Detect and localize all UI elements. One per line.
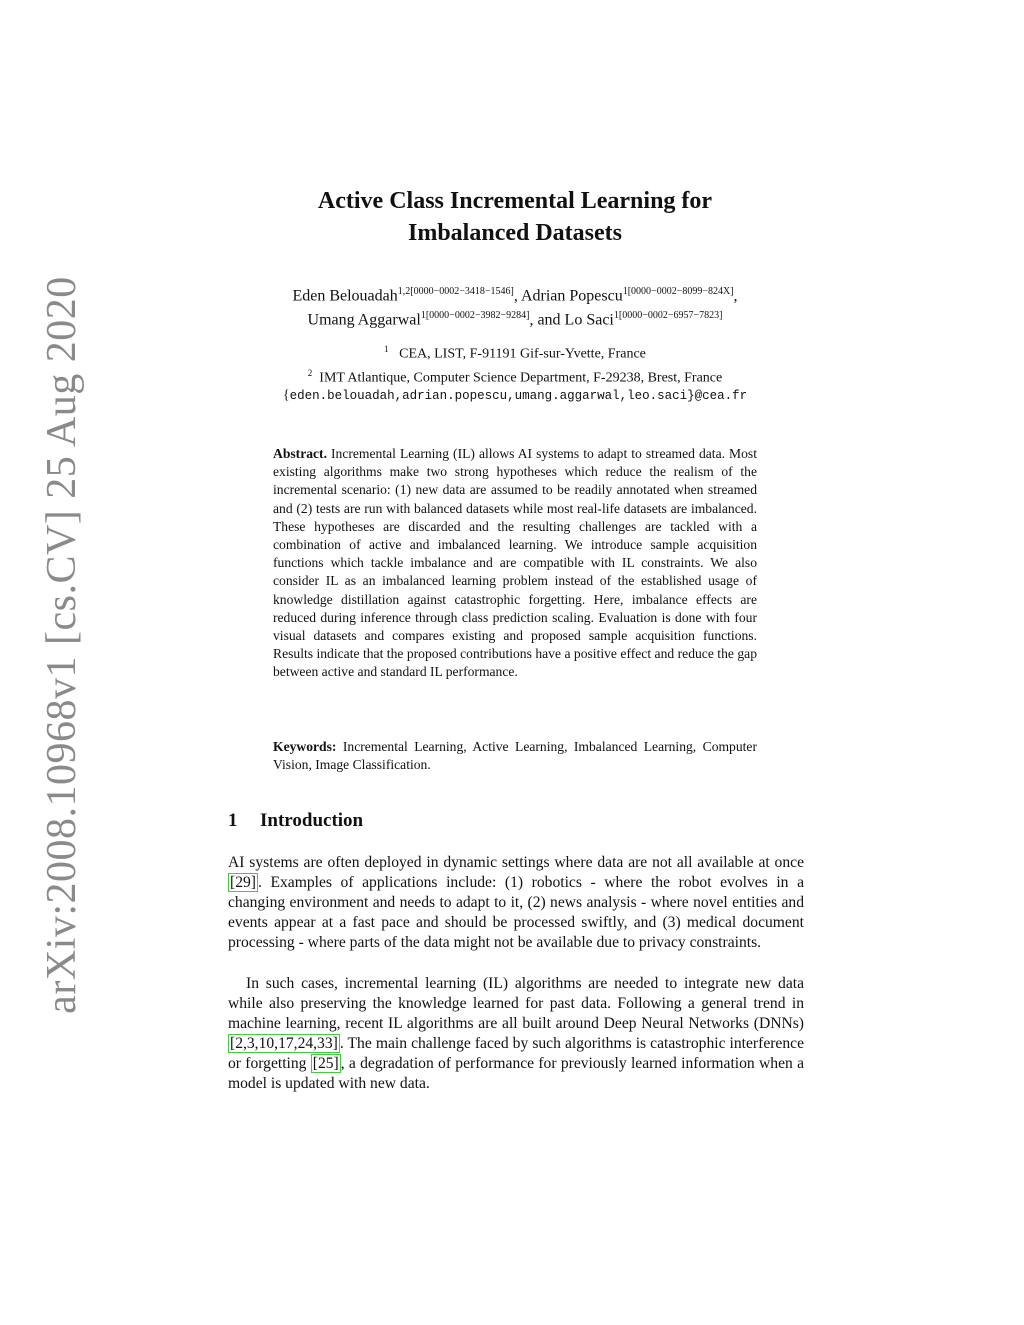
author-orcid: 1[0000−0002−3982−9284] — [420, 310, 530, 322]
paragraph-text: . The main challenge faced by such algorithms is catastrophic interference or forgetting — [228, 1035, 804, 1072]
paragraph-text: . Examples of applications include: (1) robotics - where the robot evolves in a changing environment and needs to adapt to it, (2) news analysis - where novel entities and events appear at a fast pace and should be processed swiftly, and (3) medical document processing - where parts of the data might not be available due to privacy constraints. — [228, 874, 804, 951]
citation-link[interactable]: [25] — [312, 1055, 339, 1072]
affiliation-text: IMT Atlantique, Computer Science Department, F-29238, Brest, France — [319, 370, 723, 386]
keywords-label: Keywords: — [273, 739, 337, 754]
affiliation-1 — [200, 340, 830, 364]
arxiv-identifier-stamp: arXiv:2008.10968v1 [cs.CV] 25 Aug 2020 — [39, 276, 85, 1014]
author-line-1 — [170, 282, 860, 306]
paragraph-text: In such cases, incremental learning (IL) algorithms are needed to integrate new data while also preserving the knowledge learned for past data. Following a general trend in machine learning, recent IL algorithms are all built around Deep Neural Networks (DNNs) — [228, 975, 804, 1032]
keywords-text: Incremental Learning, Active Learning, Imbalanced Learning, Computer Vision, Image Classification. — [273, 739, 757, 773]
affiliation-marker: 1 — [384, 344, 389, 354]
author-name: Umang Aggarwal — [307, 311, 421, 329]
abstract-label: Abstract. — [273, 446, 327, 461]
author-orcid: 1[0000−0002−6957−7823] — [613, 310, 723, 322]
author-list — [170, 282, 860, 331]
section-title: Introduction — [260, 810, 364, 831]
citation-link[interactable]: [29] — [230, 874, 256, 891]
title-line-2: Imbalanced Datasets — [408, 220, 622, 246]
paper-title — [200, 185, 830, 249]
abstract-text: Incremental Learning (IL) allows AI systems to adapt to streamed data. Most existing algorithms make two strong hypotheses which reduce the realism of the incremental scenario: (1) new data are assumed to be readily annotated when streamed and (2) tests are run with balanced datasets while most real-life datasets are imbalanced. These hypotheses are discarded and the resulting challenges are tackled with a combination of active and imbalanced learning. We introduce sample acquisition functions which tackle imbalance and are compatible with IL constraints. We also consider IL as an imbalanced learning problem instead of the established usage of knowledge distillation against catastrophic forgetting. Here, imbalance effects are reduced during inference through class prediction scaling. Evaluation is done with four visual datasets and compares existing and proposed sample acquisition functions. Results indicate that the proposed contributions have a positive effect and reduce the gap between active and standard IL performance. — [273, 446, 757, 680]
keywords — [273, 738, 757, 774]
citation-link[interactable]: [2,3,10,17,24,33] — [230, 1035, 338, 1052]
email-addresses[interactable]: eden.belouadah,adrian.popescu,umang.aggarwal,leo.saci — [289, 389, 688, 404]
email-line — [200, 387, 830, 405]
intro-paragraph-2 — [228, 974, 804, 1094]
affiliation-marker: 2 — [307, 367, 313, 378]
title-line-1: Active Class Incremental Learning for — [317, 188, 713, 214]
affiliation-2 — [200, 364, 830, 388]
author-name: Eden Belouadah — [292, 287, 398, 305]
paragraph-text: AI systems are often deployed in dynamic settings where data are not all available at once — [228, 854, 804, 871]
intro-paragraph-1 — [228, 853, 804, 953]
author-orcid: 1,2[0000−0002−3418−1546] — [397, 286, 514, 297]
author-separator: , — [733, 287, 738, 305]
affiliation-text: CEA, LIST, F-91191 Gif-sur-Yvette, France — [399, 346, 646, 362]
email-brace: { — [282, 388, 290, 404]
author-name: , Adrian Popescu — [513, 287, 623, 305]
section-heading — [228, 810, 363, 832]
email-domain: }@cea.fr — [687, 389, 748, 404]
author-orcid: 1[0000−0002−8099−824X] — [622, 286, 734, 297]
section-number: 1 — [228, 810, 238, 831]
affiliations — [200, 340, 830, 405]
paragraph-text: , a degradation of performance for previously learned information when a model is updated with new data. — [228, 1055, 804, 1092]
author-name: , and Lo Saci — [529, 311, 614, 329]
abstract — [273, 445, 757, 682]
author-line-2 — [170, 306, 860, 330]
